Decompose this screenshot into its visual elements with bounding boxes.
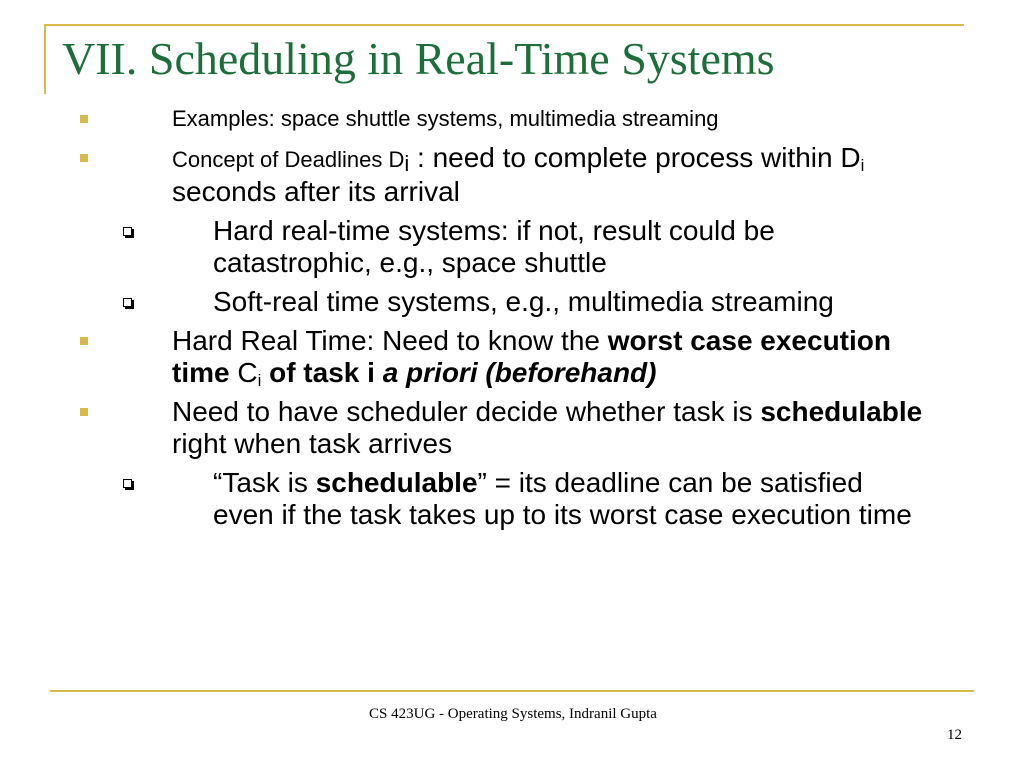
subscript: i [860, 156, 865, 175]
bullet-text: ” = its deadline can be satisfied even if the task takes up to its worst case execution time [213, 467, 912, 530]
bold-text: of task i [261, 357, 383, 388]
bold-text: schedulable [315, 467, 478, 498]
bullet-worst-case [0, 325, 1024, 389]
bullet-text: C [229, 357, 258, 388]
bullet-text: : need to complete process within D [409, 142, 861, 173]
bullet-text: Hard Real Time: Need to know the [172, 325, 608, 356]
box-bullet-icon [123, 298, 132, 307]
sub-bullet-soft-real-time [0, 286, 1024, 318]
box-bullet-icon [123, 479, 132, 488]
bullet-examples [0, 103, 1024, 135]
bullet-text: right when task arrives [172, 428, 453, 459]
square-bullet-icon [80, 115, 88, 123]
sub-bullet-hard-real-time [0, 215, 1024, 279]
page-number: 12 [947, 727, 962, 743]
bold-italic-text: a priori (beforehand) [382, 357, 657, 388]
bold-text: schedulable [760, 396, 923, 427]
bullet-text: Examples: space shuttle systems, multimedia streaming [172, 106, 719, 131]
bullet-text: Soft-real time systems, e.g., multimedia streaming [213, 286, 834, 317]
bullet-text: Need to have scheduler decide whether task is [172, 396, 761, 427]
footer-course-info: CS 423UG - Operating Systems, Indranil Gupta [369, 706, 657, 722]
bold-text: worst case execution time [172, 325, 891, 388]
bullet-text: Hard real-time systems: if not, result could be catastrophic, e.g., space shuttle [213, 215, 775, 278]
square-bullet-icon [80, 337, 88, 345]
sub-bullet-task-schedulable [0, 467, 1024, 531]
slide-frame-left-rule [44, 24, 46, 94]
bullet-text: seconds after its arrival [172, 176, 460, 207]
subscript: i [404, 151, 410, 176]
bullet-schedulable [0, 396, 1024, 460]
slide-frame-top-rule [44, 24, 964, 26]
bullet-deadlines [0, 142, 1024, 208]
bullet-text: “Task is [213, 467, 316, 498]
slide-title: VII. Scheduling in Real-Time Systems [62, 33, 775, 84]
square-bullet-icon [80, 408, 88, 416]
square-bullet-icon [80, 154, 88, 162]
bullet-text: Concept of Deadlines D [172, 147, 405, 172]
slide-body [0, 103, 1024, 538]
footer-rule [50, 690, 974, 692]
box-bullet-icon [123, 227, 132, 236]
subscript: i [257, 371, 262, 390]
